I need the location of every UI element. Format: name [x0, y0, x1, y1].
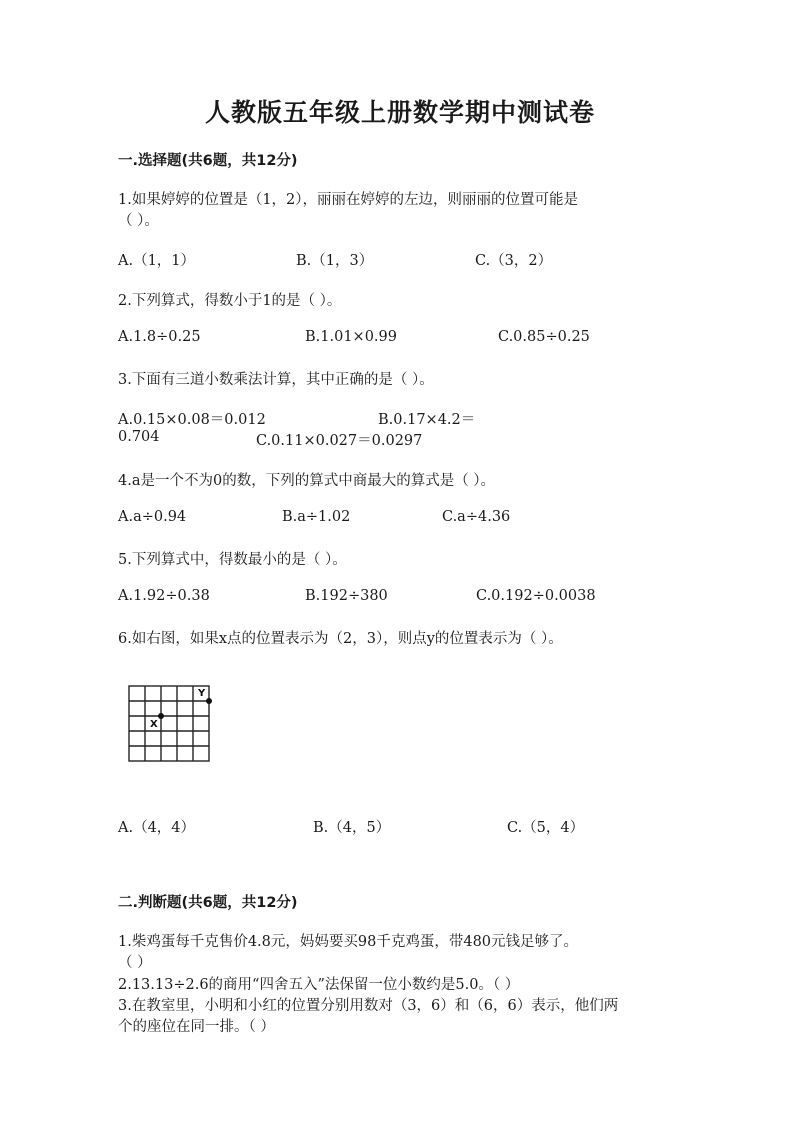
question-5-text: 5.下列算式中，得数最小的是（ ）。 — [118, 552, 347, 568]
question-5-option-a: A.1.92÷0.38 — [118, 588, 210, 604]
point-x — [158, 713, 164, 719]
point-y-label: Y — [198, 688, 206, 699]
question-4-option-a: A.a÷0.94 — [118, 509, 187, 525]
point-y — [206, 698, 212, 704]
question-2-option-a: A.1.8÷0.25 — [118, 329, 201, 345]
question-3-text: 3.下面有三道小数乘法计算，其中正确的是（ ）。 — [118, 372, 434, 388]
question-3-option-b: B.0.17×4.2＝ — [378, 412, 476, 428]
question-1-blank: （ ）。 — [118, 213, 159, 229]
question-1-option-c: C.（3，2） — [475, 253, 553, 269]
question-6-option-c: C.（5，4） — [507, 820, 585, 836]
page-title: 人教版五年级上册数学期中测试卷 — [204, 98, 595, 127]
question-1-option-b: B.（1，3） — [296, 253, 374, 269]
question-6-option-a: A.（4，4） — [118, 820, 196, 836]
question-2-option-b: B.1.01×0.99 — [305, 329, 397, 345]
question-4-option-c: C.a÷4.36 — [442, 509, 511, 525]
question-4-text: 4.a是一个不为0的数，下列的算式中商最大的算式是（ ）。 — [118, 473, 496, 489]
coordinate-grid-figure — [126, 682, 221, 764]
section-heading-choice: 一.选择题(共6题，共12分) — [118, 153, 298, 169]
question-1-option-a: A.（1，1） — [118, 253, 196, 269]
question-6-option-b: B.（4，5） — [313, 820, 391, 836]
question-5-option-c: C.0.192÷0.0038 — [476, 588, 596, 604]
judgement-1-text: 1.柴鸡蛋每千克售价4.8元，妈妈要买98千克鸡蛋，带480元钱足够了。 — [118, 934, 579, 950]
grid-lines — [129, 686, 209, 761]
judgement-2-text: 2.13.13÷2.6的商用“四舍五入”法保留一位小数约是5.0。（ ） — [118, 977, 520, 993]
question-3-option-b-continued: 0.704 — [118, 429, 160, 445]
question-6-text: 6.如右图，如果x点的位置表示为（2，3），则点y的位置表示为（ ）。 — [118, 631, 563, 647]
judgement-1-blank: （ ） — [118, 955, 152, 971]
judgement-3-text-continued: 个的座位在同一排。（ ） — [118, 1019, 275, 1035]
question-3-option-a: A.0.15×0.08＝0.012 — [118, 412, 266, 428]
question-4-option-b: B.a÷1.02 — [282, 509, 351, 525]
question-2-option-c: C.0.85÷0.25 — [498, 329, 590, 345]
section-heading-judgement: 二.判断题(共6题，共12分) — [118, 895, 298, 911]
point-x-label: X — [150, 719, 158, 730]
question-1-text: 1.如果婷婷的位置是（1，2），丽丽在婷婷的左边，则丽丽的位置可能是 — [118, 192, 579, 208]
judgement-3-text: 3.在教室里，小明和小红的位置分别用数对（3，6）和（6，6）表示，他们两 — [118, 998, 619, 1014]
question-2-text: 2.下列算式，得数小于1的是（ ）。 — [118, 293, 342, 309]
question-3-option-c: C.0.11×0.027＝0.0297 — [256, 433, 423, 449]
question-5-option-b: B.192÷380 — [305, 588, 388, 604]
